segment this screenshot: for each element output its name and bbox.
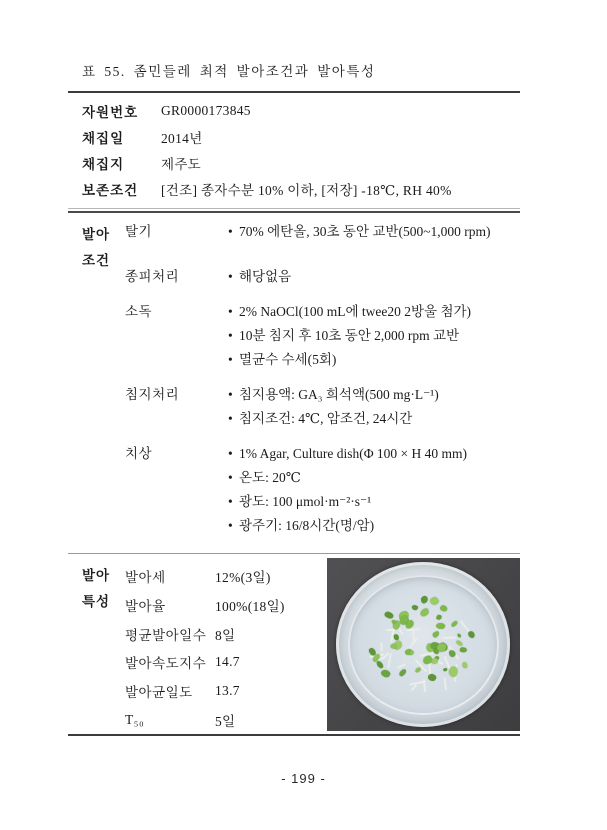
table-row — [82, 98, 520, 124]
trait-value: 12%(3일) — [215, 570, 271, 586]
germination-traits-section — [68, 554, 520, 734]
condition-group — [125, 383, 520, 431]
condition-bullets — [228, 220, 520, 244]
table-row — [82, 176, 520, 202]
trait-label: 발아세 — [125, 570, 166, 586]
trait-label: 발아율 — [125, 599, 166, 615]
bullet-icon: • — [228, 304, 233, 319]
bullet-item: • 해당없음 — [228, 265, 520, 289]
table-row — [82, 124, 520, 150]
bullet-item: • 광도: 100 μmol·m⁻²·s⁻¹ — [228, 490, 520, 514]
condition-label: 치상 — [125, 446, 153, 461]
row-label: 채집일 — [82, 131, 125, 146]
bullet-item: • 70% 에탄올, 30초 동안 교반(500~1,000 rpm) — [228, 220, 520, 244]
bullet-icon: • — [228, 411, 233, 426]
condition-group — [125, 442, 520, 538]
section-header-conditions — [82, 222, 124, 274]
bullet-icon: • — [228, 470, 233, 485]
section-header-line: 발아 — [82, 568, 111, 583]
condition-bullets — [228, 265, 520, 289]
trait-value: 14.7 — [215, 654, 240, 670]
trait-label: 평균발아일수 — [125, 627, 207, 643]
table-caption: 표 55. 좀민들레 최적 발아조건과 발아특성 — [82, 64, 376, 79]
bullet-icon: • — [228, 518, 233, 533]
row-label: 채집지 — [82, 157, 125, 172]
row-value: 제주도 — [161, 157, 202, 172]
info-section — [68, 93, 520, 208]
germination-table — [68, 91, 520, 736]
seedling-leaf — [443, 667, 448, 670]
germination-conditions-section — [68, 213, 520, 553]
condition-label: 침지처리 — [125, 387, 180, 402]
bullet-icon: • — [228, 352, 233, 367]
trait-label: T₅₀ — [125, 711, 145, 727]
section-header-line: 발아 — [82, 227, 111, 242]
trait-value: 100%(18일) — [215, 599, 285, 615]
row-label: 보존조건 — [82, 183, 139, 198]
condition-bullets — [228, 442, 520, 538]
row-value: 2014년 — [161, 131, 203, 146]
bullet-icon: • — [228, 269, 233, 284]
table-row — [82, 150, 520, 176]
bullet-item: • 온도: 20℃ — [228, 466, 520, 490]
trait-label: 발아균일도 — [125, 685, 193, 701]
section-header-line: 특성 — [82, 594, 111, 609]
bullet-item: • 침지용액: GA₃ 희석액(500 mg·L⁻¹) — [228, 383, 520, 407]
condition-rows — [125, 220, 520, 538]
condition-bullets — [228, 383, 520, 431]
trait-value: 13.7 — [215, 683, 240, 699]
trait-value: 8일 — [215, 627, 236, 643]
petri-dish-photo — [327, 558, 520, 731]
bullet-item: • 2% NaOCl(100 mL에 twee20 2방울 첨가) — [228, 300, 520, 324]
bullet-item: • 10분 침지 후 10초 동안 2,000 rpm 교반 — [228, 324, 520, 348]
row-label: 자원번호 — [82, 105, 139, 120]
bullet-item: • 광주기: 16/8시간(명/암) — [228, 514, 520, 538]
trait-label: 발아속도지수 — [125, 656, 207, 672]
bullet-icon: • — [228, 494, 233, 509]
row-value: [건조] 종자수분 10% 이하, [저장] -18℃, RH 40% — [161, 183, 452, 198]
bullet-icon: • — [228, 224, 233, 239]
condition-label: 소독 — [125, 304, 153, 319]
condition-label: 탈기 — [125, 224, 153, 239]
bullet-item: • 1% Agar, Culture dish(Φ 100 × H 40 mm) — [228, 442, 520, 466]
condition-group — [125, 300, 520, 372]
bullet-item: • 침지조건: 4℃, 암조건, 24시간 — [228, 407, 520, 431]
page-number: - 199 - — [281, 771, 326, 786]
bullet-icon: • — [228, 328, 233, 343]
section-header-traits — [82, 563, 124, 615]
condition-group — [125, 220, 520, 244]
bullet-icon: • — [228, 387, 233, 402]
condition-label: 종피처리 — [125, 269, 180, 284]
section-header-line: 조건 — [82, 253, 111, 268]
bullet-icon: • — [228, 446, 233, 461]
condition-group — [125, 265, 520, 289]
bullet-item: • 멸균수 수세(5회) — [228, 348, 520, 372]
condition-bullets — [228, 300, 520, 372]
row-value: GR0000173845 — [161, 103, 251, 118]
trait-value: 5일 — [215, 713, 236, 729]
